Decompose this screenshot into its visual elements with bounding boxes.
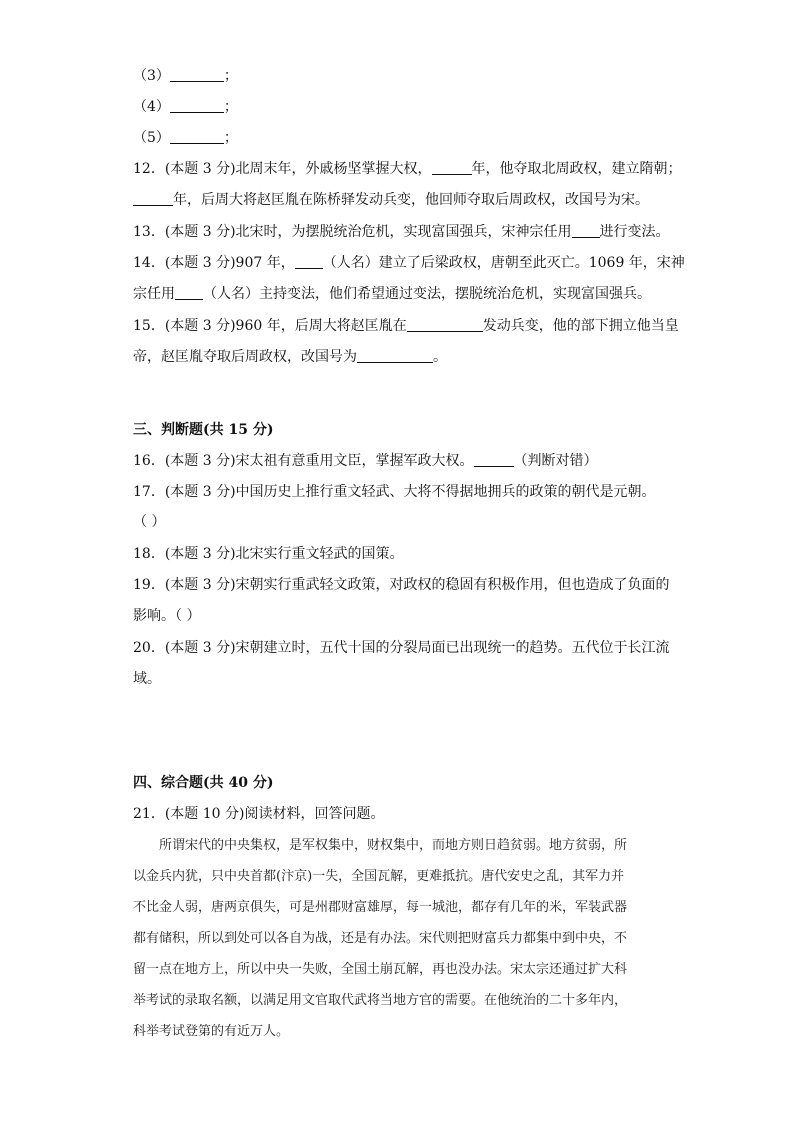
answer-blank[interactable] xyxy=(474,452,514,467)
q21-stem: 21．(本题 10 分)阅读材料，回答问题。 xyxy=(133,806,385,822)
q11-item-5 xyxy=(133,128,238,148)
q16-text-a: 16．(本题 3 分)宋太祖有意重用文臣，掌握军政大权。 xyxy=(133,453,474,469)
q11-item-3-tail: ； xyxy=(223,68,238,84)
answer-blank[interactable] xyxy=(170,98,224,113)
q11-item-4-label: （4） xyxy=(133,99,170,115)
q14-text-c: 宗任用 xyxy=(133,286,175,302)
q15-line-1 xyxy=(133,316,679,336)
answer-blank[interactable] xyxy=(133,191,173,206)
answer-blank[interactable] xyxy=(407,317,483,332)
q12-text-b: 年，他夺取北周政权，建立隋朝； xyxy=(471,161,682,177)
answer-blank[interactable] xyxy=(432,160,472,175)
answer-blank[interactable] xyxy=(295,254,323,269)
material-line: 不比金人弱，唐两京俱失，可是州郡财富雄厚，每一城池，都存有几年的米，军装武器 xyxy=(133,900,628,915)
q15-text-d: 。 xyxy=(433,349,447,365)
q19-line-1: 19．(本题 3 分)宋朝实行重武轻文政策，对政权的稳固有积极作用，但也造成了负面的 xyxy=(133,577,670,593)
q11-item-5-label: （5） xyxy=(133,130,170,146)
answer-blank[interactable] xyxy=(175,285,203,300)
q11-item-4-tail: ； xyxy=(223,99,238,115)
material-line: 举考试的录取名额，以满足用文官取代武将当地方官的需要。在他统治的二十多年内， xyxy=(133,993,628,1008)
q12-text-c: 年，后周大将赵匡胤在陈桥驿发动兵变，他回师夺取后周政权，改国号为宋。 xyxy=(173,192,649,208)
answer-blank[interactable] xyxy=(572,223,600,238)
answer-blank[interactable] xyxy=(170,67,224,82)
q20-line-1: 20．(本题 3 分)宋朝建立时，五代十国的分裂局面已出现统一的趋势。五代位于长江流 xyxy=(133,640,670,656)
q12-line-2 xyxy=(133,190,649,210)
material-line: 都有储积，所以到处可以各自为战，还是有办法。宋代则把财富兵力都集中到中央，不 xyxy=(133,931,628,946)
q15-text-a: 15．(本题 3 分)960 年，后周大将赵匡胤在 xyxy=(133,318,407,334)
q12-text-a: 12．(本题 3 分)北周末年，外戚杨坚掌握大权， xyxy=(133,161,432,177)
q14-text-d: （人名）主持变法，他们希望通过变法，摆脱统治危机，实现富国强兵。 xyxy=(203,286,651,302)
q14-text-a: 14．(本题 3 分)907 年， xyxy=(133,255,295,271)
q15-text-b: 发动兵变，他的部下拥立他当皇 xyxy=(482,318,679,334)
q14-line-2 xyxy=(133,284,651,304)
q15-text-c: 帝，赵匡胤夺取后周政权，改国号为 xyxy=(133,349,357,365)
q13-line xyxy=(133,222,670,242)
q16-text-b: （判断对错） xyxy=(513,453,598,469)
q16-line xyxy=(133,451,598,471)
q20-line-2: 域。 xyxy=(133,671,161,687)
q12-line-1 xyxy=(133,159,682,179)
q14-line-1 xyxy=(133,253,685,273)
material-line: 以金兵内犹，只中央首都(汴京)一失，全国瓦解，更难抵抗。唐代安史之乱，其军力并 xyxy=(133,869,625,884)
q11-item-3 xyxy=(133,66,238,86)
material-line: 科举考试登第的有近万人。 xyxy=(133,1024,290,1039)
section-3-heading: 三、判断题(共 15 分) xyxy=(133,422,274,438)
q13-text-b: 进行变法。 xyxy=(599,224,670,240)
q13-text-a: 13．(本题 3 分)北宋时，为摆脱统治危机，实现富国强兵，宋神宗任用 xyxy=(133,224,572,240)
q11-item-5-tail: ； xyxy=(223,130,238,146)
material-line: 留一点在地方上，所以中央一失败，全国土崩瓦解，再也没办法。宋太宗还通过扩大科 xyxy=(133,962,628,977)
q18-line-1: 18．(本题 3 分)北宋实行重文轻武的国策。 xyxy=(133,546,404,562)
q11-item-4 xyxy=(133,97,238,117)
q17-line-1: 17．(本题 3 分)中国历史上推行重文轻武、大将不得据地拥兵的政策的朝代是元朝。 xyxy=(133,484,656,500)
q14-text-b: （人名）建立了后梁政权，唐朝至此灭亡。1069 年，宋神 xyxy=(322,255,685,271)
q19-line-2: 影响。（ ） xyxy=(133,608,201,624)
material-line: 所谓宋代的中央集权，是军权集中，财权集中，而地方则日趋贫弱。地方贫弱，所 xyxy=(159,838,628,853)
q17-line-2[interactable]: （ ） xyxy=(133,514,166,530)
answer-blank[interactable] xyxy=(170,129,224,144)
section-4-heading: 四、综合题(共 40 分) xyxy=(133,775,274,791)
q11-item-3-label: （3） xyxy=(133,68,170,84)
answer-blank[interactable] xyxy=(357,348,433,363)
q15-line-2 xyxy=(133,347,447,367)
